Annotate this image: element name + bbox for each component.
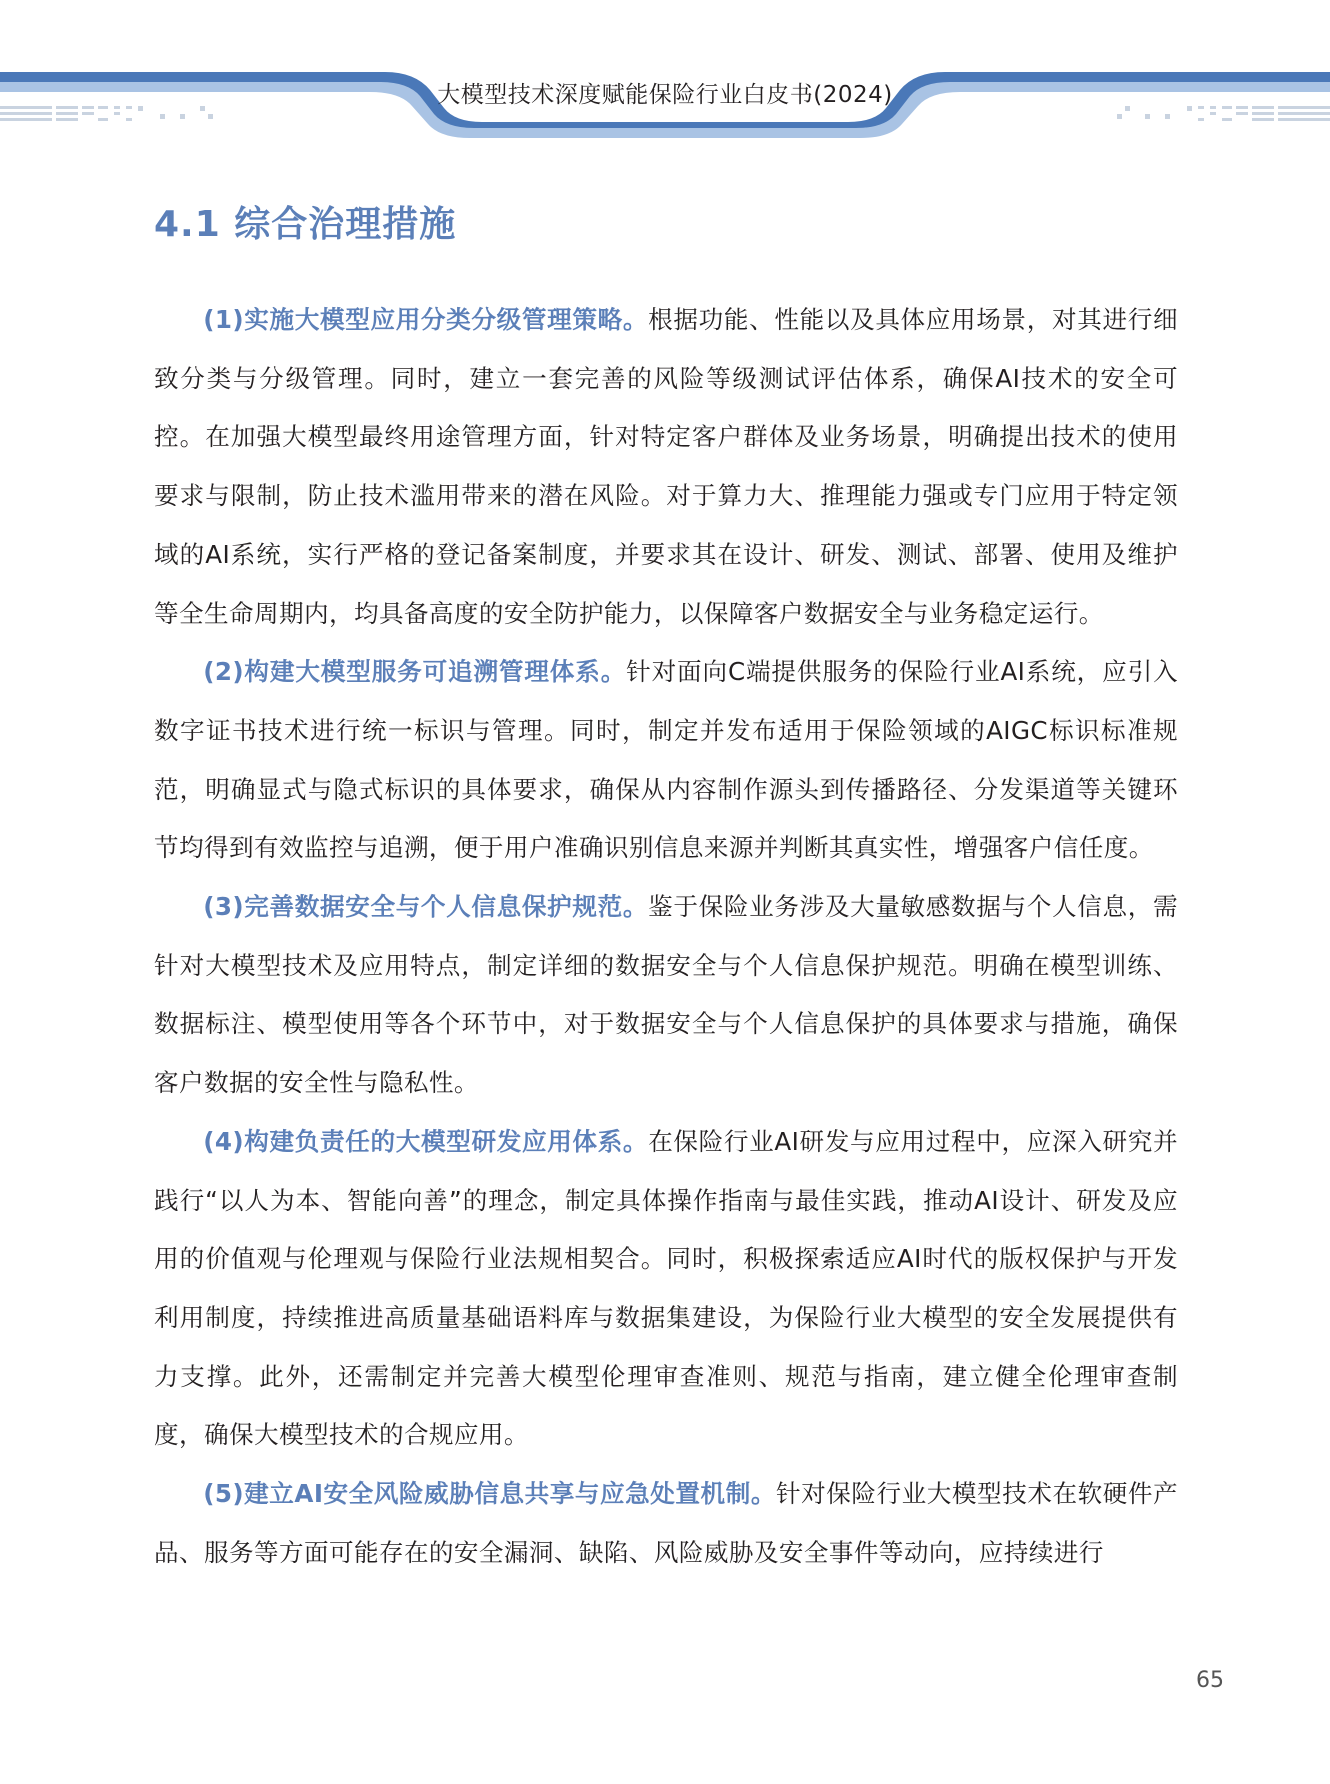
header-banner-graphic (0, 0, 1330, 140)
paragraph-5 (154, 1465, 1178, 1582)
paragraph-heading: (5)建立AI安全风险威胁信息共享与应急处置机制。 (203, 1479, 776, 1509)
paragraph-body: 鉴于保险业务涉及大量敏感数据与个人信息，需针对大模型技术及应用特点，制定详细的数据安全与个人信息保护规范。明确在模型训练、数据标注、模型使用等各个环节中，对于数据安全与个人信息保护的具体要求与措施，确保客户数据的安全性与隐私性。 (154, 892, 1178, 1098)
section-title: 4.1 综合治理措施 (154, 204, 457, 245)
header-title: 大模型技术深度赋能保险行业白皮书(2024) (437, 82, 893, 108)
body-text (154, 291, 1178, 1582)
page-number: 65 (1196, 1668, 1224, 1693)
paragraph-heading: (2)构建大模型服务可追溯管理体系。 (203, 657, 627, 687)
paragraph-heading: (1)实施大模型应用分类分级管理策略。 (203, 305, 649, 334)
page-header (0, 0, 1330, 140)
paragraph-2 (154, 643, 1178, 878)
paragraph-heading: (3)完善数据安全与个人信息保护规范。 (203, 892, 649, 922)
paragraph-body: 根据功能、性能以及具体应用场景，对其进行细致分类与分级管理。同时，建立一套完善的风险等级测试评估体系，确保AI技术的安全可控。在加强大模型最终用途管理方面，针对特定客户群体及业务场景，明确提出技术的使用要求与限制，防止技术滥用带来的潜在风险。对于算力大、推理能力强或专门应用于特定领域的AI系统，实行严格的登记备案制度，并要求其在设计、研发、测试、部署、使用及维护等全生命周期内，均具备高度的安全防护能力，以保障客户数据安全与业务稳定运行。 (154, 305, 1178, 628)
paragraph-3 (154, 878, 1178, 1113)
paragraph-body: 在保险行业AI研发与应用过程中，应深入研究并践行“以人为本、智能向善”的理念，制定具体操作指南与最佳实践，推动AI设计、研发及应用的价值观与伦理观与保险行业法规相契合。同时，积极探索适应AI时代的版权保护与开发利用制度，持续推进高质量基础语料库与数据集建设，为保险行业大模型的安全发展提供有力支撑。此外，还需制定并完善大模型伦理审查准则、规范与指南，建立健全伦理审查制度，确保大模型技术的合规应用。 (154, 1126, 1178, 1450)
paragraph-body: 针对面向C端提供服务的保险行业AI系统，应引入数字证书技术进行统一标识与管理。同时，制定并发布适用于保险领域的AIGC标识标准规范，明确显式与隐式标识的具体要求，确保从内容制作源头到传播路径、分发渠道等关键环节均得到有效监控与追溯，便于用户准确识别信息来源并判断其真实性，增强客户信任度。 (154, 657, 1179, 863)
paragraph-body: 针对保险行业大模型技术在软硬件产品、服务等方面可能存在的安全漏洞、缺陷、风险威胁及安全事件等动向，应持续进行 (154, 1479, 1178, 1567)
paragraph-4 (154, 1113, 1178, 1465)
paragraph-1 (154, 291, 1178, 643)
paragraph-heading: (4)构建负责任的大模型研发应用体系。 (203, 1126, 649, 1156)
